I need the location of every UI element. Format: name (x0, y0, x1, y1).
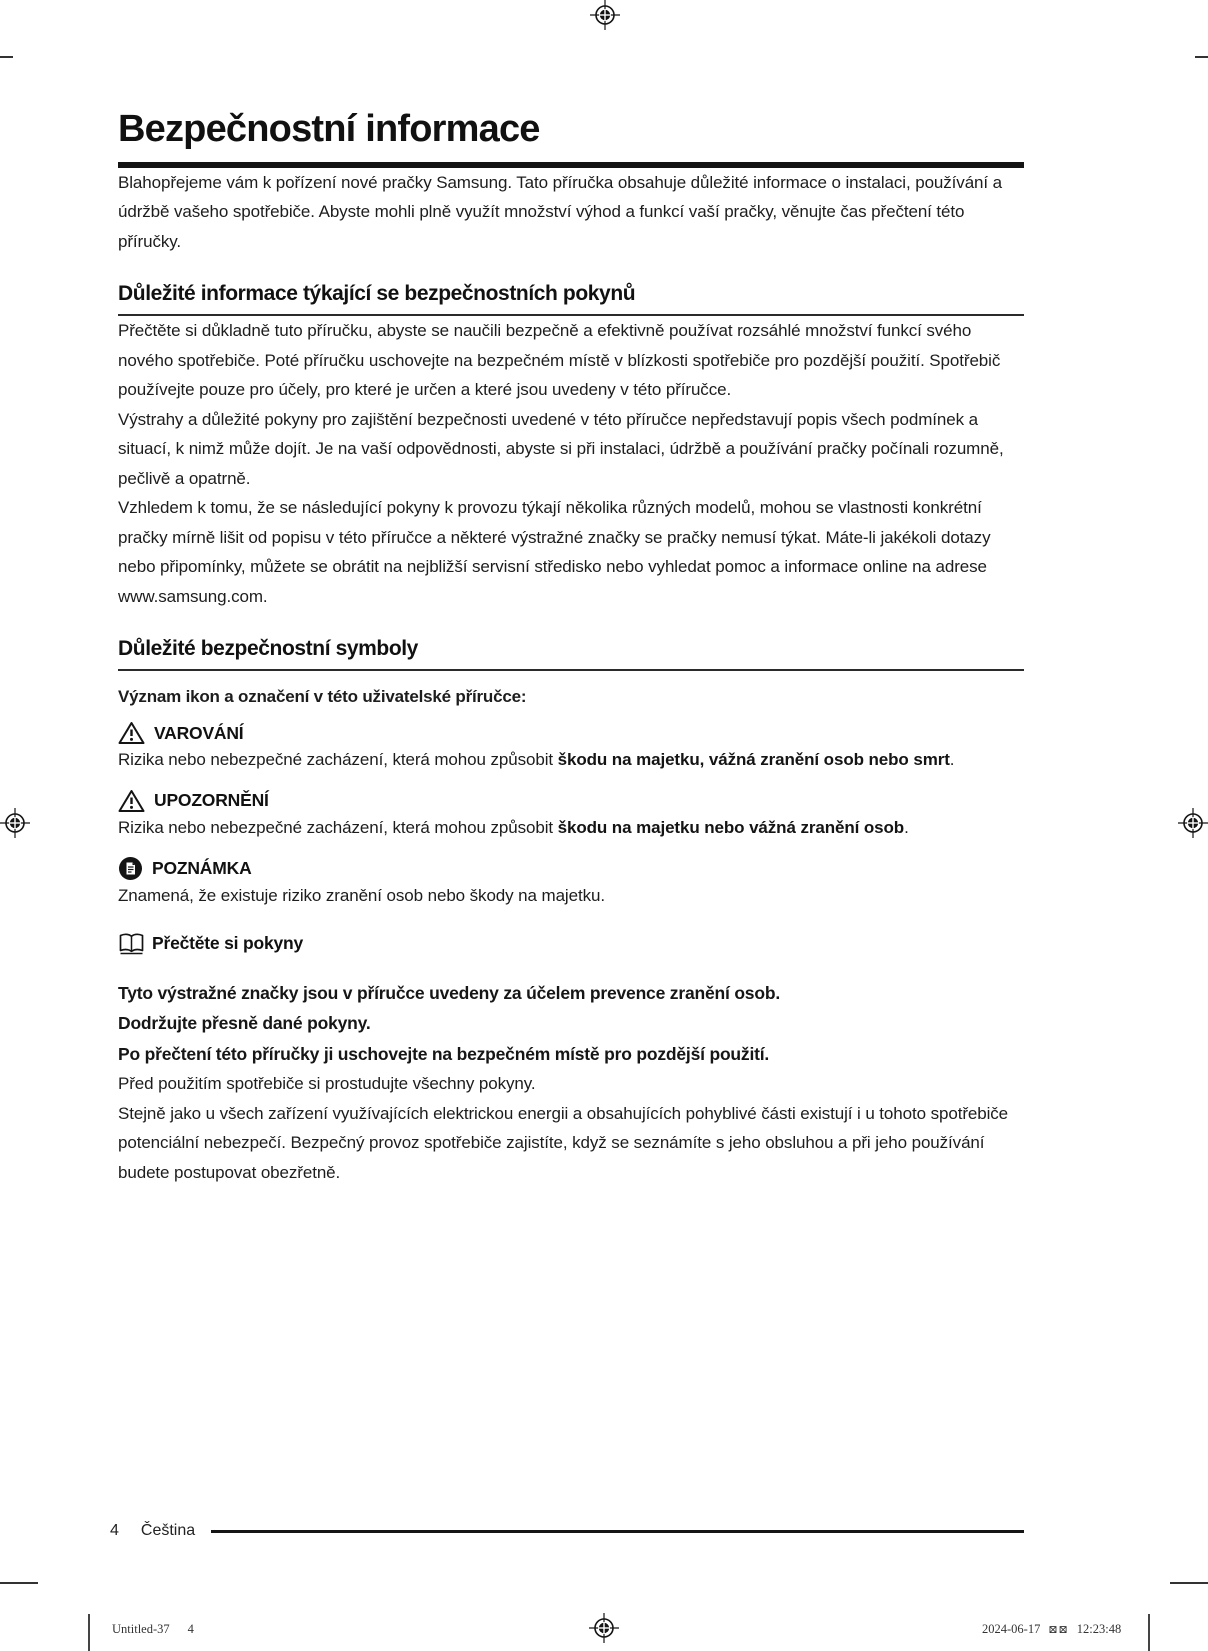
emphasis-line: Tyto výstražné značky jsou v příručce uvedeny za účelem prevence zranění osob. (118, 982, 780, 1003)
slug-sheet-number: 4 (187, 1622, 194, 1636)
warning-row (118, 721, 1024, 745)
emphasis-line: Dodržujte přesně dané pokyny. (118, 1013, 371, 1034)
emphasis-line: Po přečtení této příručky ji uschovejte na bezpečném místě pro pozdější použití. (118, 1043, 770, 1064)
note-label: POZNÁMKA (152, 858, 252, 879)
registration-mark-bottom-icon (589, 1613, 619, 1643)
page-content (118, 108, 1024, 1187)
section-heading-safety-instructions: Důležité informace týkající se bezpečnostních pokynů (118, 282, 1024, 316)
paragraph: Výstrahy a důležité pokyny pro zajištění bezpečnosti uvedené v této příručce nepředstavují popis všech podmínek a situací, k nimž může dojít. Je na vaší odpovědnosti, abyste si při instalaci, údržbě a používání pračky počínali rozumně, pečlivě a opatrně. (118, 409, 1004, 488)
paragraph-read-all: Před použitím spotřebiče si prostudujte všechny pokyny. (118, 1074, 536, 1094)
paragraph: Přečtěte si důkladně tuto příručku, abyste se naučili bezpečně a efektivně používat rozsáhlé množství funkcí svého nového spotřebiče. Poté příručku uschovejte na bezpečném místě v blízkosti spotřebiče pro pozdější použití. Spotřebič používejte pouze pro účely, pro které je určen a které jsou uvedeny v této příručce. (118, 321, 1001, 400)
footer-page-number: 4 (110, 1522, 119, 1539)
crop-mark-bottom-left (0, 1582, 38, 1584)
print-slug-left (112, 1622, 194, 1637)
page-footer (110, 1522, 1024, 1540)
open-book-icon (118, 932, 145, 955)
footer-language: Čeština (140, 1522, 196, 1539)
print-slug-right (982, 1622, 1121, 1637)
warning-label: VAROVÁNÍ (154, 722, 244, 743)
bleed-line-right (1148, 1614, 1150, 1651)
crop-mark-bottom-right (1170, 1582, 1208, 1584)
caution-label: UPOZORNĚNÍ (154, 790, 269, 811)
intro-paragraph: Blahopřejeme vám k pořízení nové pračky Samsung. Tato příručka obsahuje důležité informace o instalaci, používání a údržbě vašeho spotřebiče. Abyste mohli plně využít množství výhod a funkcí vaší pračky, věnujte čas přečtení této příručky. (118, 172, 1003, 251)
warning-desc-prefix: Rizika nebo nebezpečné zacházení, která mohou způsobit (118, 750, 558, 770)
symbols-lead-line: Význam ikon a označení v této uživatelské příručce: (118, 687, 527, 707)
paragraph: Vzhledem k tomu, že se následující pokyny k provozu týkají několika různých modelů, mohou se vlastnosti konkrétní pračky mírně lišit od popisu v této příručce a některé výstražné značky se pračky nemusí týkat. Máte-li jakékoli dotazy nebo připomínky, můžete se obrátit na nejbližší servisní středisko nebo vyhledat pomoc a informace online na adrese www.samsung.com. (118, 498, 991, 606)
note-row (118, 856, 1024, 881)
missing-glyph-boxes: ⊠⊠ (1048, 1624, 1069, 1636)
bleed-line-left (88, 1614, 90, 1651)
note-circle-document-icon (118, 856, 143, 881)
page-title: Bezpečnostní informace (118, 108, 540, 150)
registration-mark-left-icon (0, 808, 30, 838)
caution-desc-suffix: . (904, 817, 909, 837)
warning-desc-suffix: . (949, 750, 955, 770)
emphasis-block (118, 978, 1024, 1070)
read-instructions-row (118, 932, 1024, 955)
warning-description (118, 745, 1024, 775)
paragraph-general-hazard: Stejně jako u všech zařízení využívajících elektrickou energii a obsahujících pohyblivé části existují i u tohoto spotřebiče potenciální nebezpečí. Bezpečný provoz spotřebiče zajistíte, když se seznámíte s jeho obsluhou a při jeho používání budete postupovat obezřetně. (118, 1103, 1009, 1182)
registration-mark-top-icon (590, 0, 620, 30)
slug-time: 12:23:48 (1076, 1622, 1122, 1636)
crop-mark-top-left (0, 56, 13, 58)
warning-desc-bold: škodu na majetku, vážná zranění osob nebo smrt (557, 750, 950, 770)
note-description: Znamená, že existuje riziko zranění osob nebo škody na majetku. (118, 886, 605, 906)
caution-triangle-icon (118, 789, 145, 813)
slug-file-name: Untitled-37 (112, 1622, 170, 1636)
caution-desc-bold: škodu na majetku nebo vážná zranění osob (557, 817, 905, 837)
caution-desc-prefix: Rizika nebo nebezpečné zacházení, která mohou způsobit (118, 817, 558, 837)
section-heading-safety-symbols: Důležité bezpečnostní symboly (118, 637, 1024, 671)
footer-rule (211, 1530, 1024, 1533)
warning-triangle-icon (118, 721, 145, 745)
crop-mark-top-right (1195, 56, 1208, 58)
caution-row (118, 789, 1024, 813)
read-instructions-label: Přečtěte si pokyny (152, 932, 304, 953)
registration-mark-right-icon (1178, 808, 1208, 838)
caution-description (118, 813, 1024, 843)
slug-date: 2024-06-17 (982, 1622, 1041, 1636)
